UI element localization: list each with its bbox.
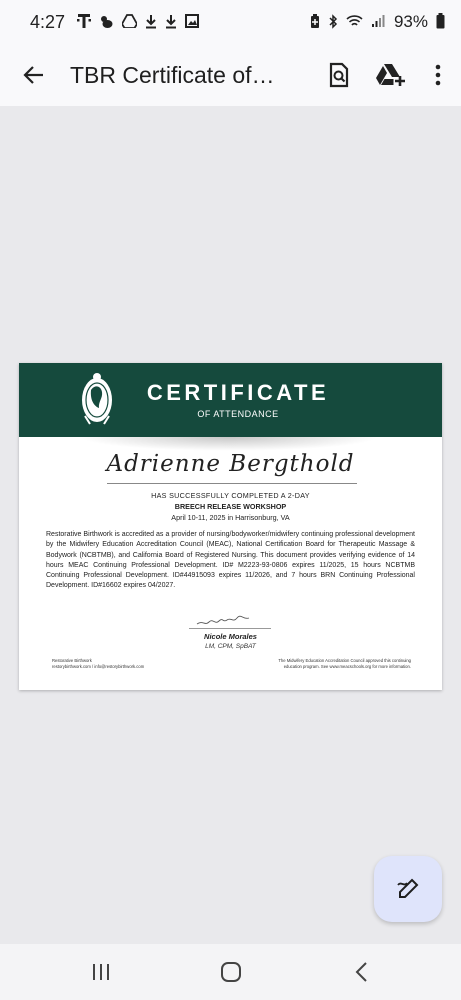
search-document-icon	[327, 62, 351, 88]
signer-credentials: LM, CPM, SpBAT	[205, 643, 256, 650]
battery-saver-icon	[310, 14, 320, 31]
add-to-drive-icon	[376, 63, 406, 87]
status-bar	[0, 0, 461, 44]
birthwork-emblem-icon	[77, 372, 117, 430]
battery-icon	[436, 13, 445, 31]
document-title: TBR Certificate of…	[70, 61, 275, 88]
signature-line	[189, 628, 271, 629]
signature-scribble	[195, 614, 255, 628]
recipient-name: Adrienne Bergthold	[106, 451, 355, 477]
signer-name: Nicole Morales	[204, 632, 257, 641]
drive-icon	[122, 14, 137, 30]
footer-meac-line1: The Midwifery Education Accreditation Council approved this continuing	[278, 658, 411, 663]
back-button[interactable]	[16, 57, 52, 93]
header-shadow	[79, 437, 379, 451]
footer-org-contact: restorybirthwork.com / info@restorybirthwork.com	[52, 664, 145, 669]
search-document-button[interactable]	[319, 55, 359, 95]
status-time: 4:27	[30, 11, 66, 32]
footer-organization	[52, 658, 202, 670]
download-icon	[145, 14, 157, 31]
recents-button[interactable]	[86, 958, 116, 986]
footer-org-name: Restorative Birthwork	[52, 658, 92, 663]
recipient-divider	[107, 483, 357, 484]
workshop-date-location: April 10-11, 2025 in Harrisonburg, VA	[171, 513, 290, 522]
battery-percentage: 93%	[393, 12, 428, 31]
recents-icon	[91, 962, 111, 982]
image-icon	[185, 14, 199, 30]
certificate-header	[19, 363, 442, 437]
bluetooth-icon	[328, 14, 338, 31]
certificate-subtitle: OF ATTENDANCE	[197, 409, 279, 419]
home-icon	[220, 961, 242, 983]
dog-icon	[99, 14, 114, 31]
certificate-title: CERTIFICATE	[146, 380, 330, 405]
completion-line: HAS SUCCESSFULLY COMPLETED A 2-DAY	[151, 491, 310, 500]
system-nav-bar	[0, 944, 461, 1000]
more-vertical-icon	[435, 64, 441, 86]
workshop-name: BREECH RELEASE WORKSHOP	[174, 502, 287, 511]
accreditation-text: Restorative Birthwork is accredited as a provider of nursing/bodyworker/midwifery continuing professional development by the Midwifery Education Accreditation Council (MEAC), National Certification Board for Therapeutic Massage & Bodywork (NCBTMB), and California Board of Registered Nursing. This document provides verifying evidence of 14 hours MEAC Continuing Professional Development. ID# M2223-93-0806 expires 11/2025, 15 hours NCBTMB Continuing Professional Development. ID#44915093 expires 11/2026, and 7 hours BRN Continuing Professional Development. ID#16602 expires 04/2027.	[46, 531, 415, 590]
arrow-left-icon	[22, 63, 46, 87]
download-icon	[165, 14, 177, 31]
add-to-drive-button[interactable]	[371, 55, 411, 95]
more-options-button[interactable]	[423, 55, 453, 95]
app-bar	[0, 44, 461, 106]
edit-sign-icon	[396, 877, 420, 901]
edit-sign-button[interactable]	[374, 856, 442, 922]
wifi-icon	[346, 14, 363, 30]
tmobile-icon	[77, 13, 91, 31]
nav-back-button[interactable]	[346, 958, 376, 986]
signal-icon	[371, 14, 386, 30]
home-button[interactable]	[216, 958, 246, 986]
certificate-page	[19, 363, 442, 690]
footer-meac-line2: education program. See www.meacschools.org for more information.	[283, 664, 411, 669]
footer-meac-note	[241, 658, 411, 670]
back-icon	[354, 961, 368, 983]
